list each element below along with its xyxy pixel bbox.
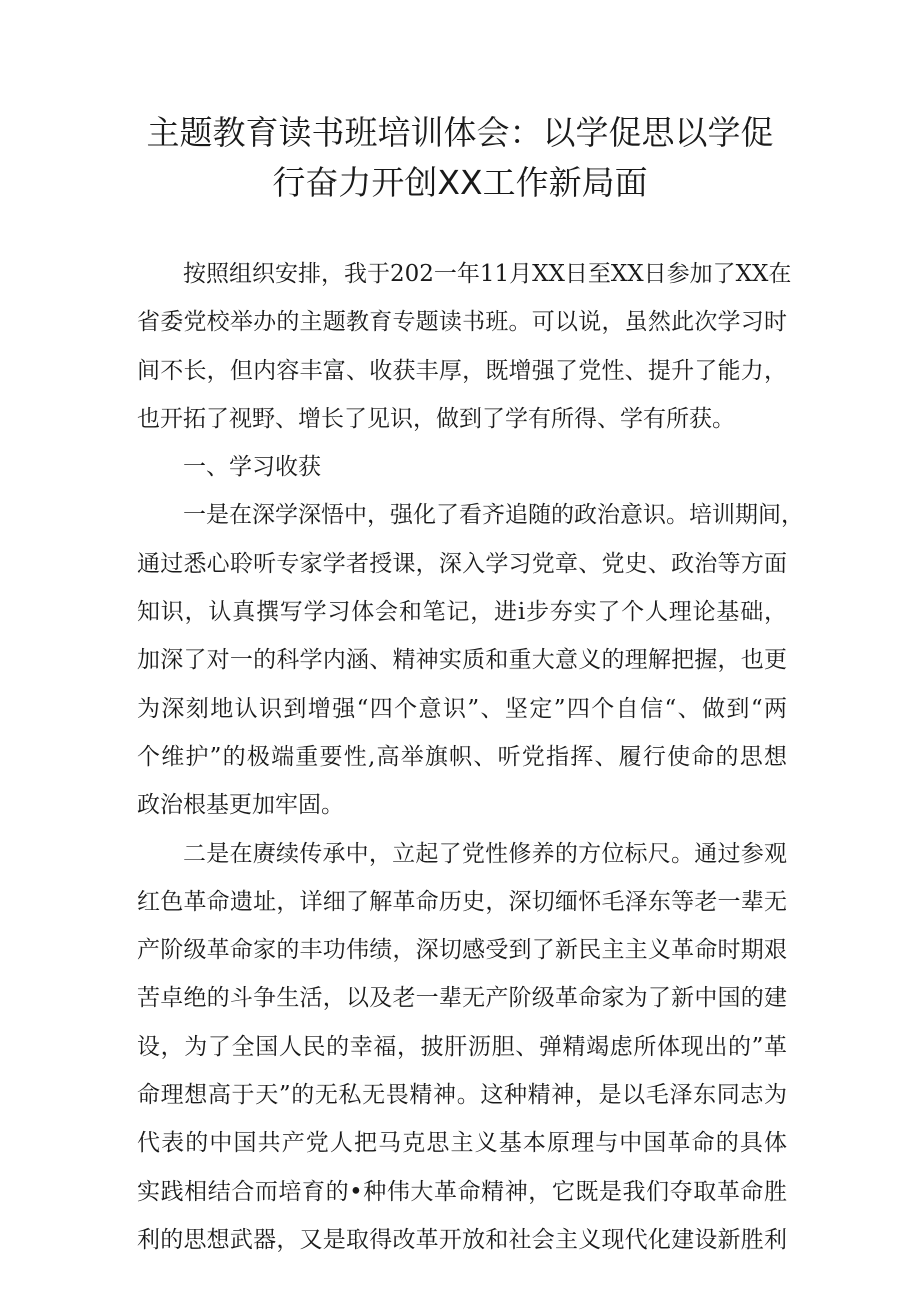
- text-line: 按照组织安排，我于202一年11月XX日至XX日参加了XX在: [183, 261, 792, 287]
- section-heading: [137, 443, 787, 491]
- title-line: 行奋力开创XX工作新局面: [272, 163, 648, 202]
- text-line: 苦卓绝的斗争生活，以及老一辈无产阶级革命家为了新中国的建: [137, 985, 787, 1012]
- text-line: 命理想高于天”的无私无畏精神。这种精神，是以毛泽东同志为: [137, 1082, 787, 1109]
- text-line: 通过悉心聆听专家学者授课，深入学习党章、党史、政治等方面: [137, 550, 787, 577]
- text-line: 产阶级革命家的丰功伟绩，深切感受到了新民主主义革命时期艰: [137, 937, 787, 964]
- text-line: 二是在赓续传承中，立起了党性修养的方位标尺。通过参观: [183, 840, 787, 867]
- body-paragraph: [137, 830, 787, 1265]
- text-line: 红色革命遗址，详细了解革命历史，深切缅怀毛泽东等老一辈无: [137, 888, 787, 915]
- text-line: 也开拓了视野、增长了见识，做到了学有所得、学有所获。: [137, 405, 735, 432]
- text-line: 省委党校举办的主题教育专题读书班。可以说，虽然此次学习时: [137, 309, 787, 336]
- text-line: 政治根基更加牢固。: [137, 792, 344, 819]
- text-line: 实践相结合而培育的•种伟大革命精神，它既是我们夺取革命胜: [137, 1178, 787, 1205]
- text-line: 利的思想武器，又是取得改革开放和社会主义现代化建设新胜利: [137, 1226, 787, 1253]
- text-line: 设，为了全国人民的幸福，披肝沥胆、弹精竭虑所体现出的”革: [137, 1033, 787, 1060]
- title-line: 主题教育读书班培训体会：以学促思以学促: [146, 113, 774, 152]
- text-line: 个维护”的极端重要性,高举旗帜、听党指挥、履行使命的思想: [137, 743, 787, 770]
- document-body: [137, 250, 804, 1264]
- text-line: 加深了对一的科学内涵、精神实质和重大意义的理解把握，也更: [137, 647, 787, 674]
- text-line: 一是在深学深悟中，强化了看齐追随的政治意识。培训期间，: [183, 502, 804, 529]
- text-line: 知识，认真撰写学习体会和笔记，进i步夯实了个人理论基础，: [137, 599, 787, 626]
- text-line: 间不长，但内容丰富、收获丰厚，既增强了党性、提升了能力，: [137, 357, 787, 384]
- intro-paragraph: [137, 250, 792, 443]
- text-line: 代表的中国共产党人把马克思主义基本原理与中国革命的具体: [137, 1130, 787, 1157]
- text-line: 一、学习收获: [183, 454, 321, 481]
- text-line: 为深刻地认识到增强“四个意识”、坚定”四个自信“、做到“两: [137, 695, 787, 722]
- document-title: [120, 108, 800, 208]
- body-paragraph: [137, 491, 804, 829]
